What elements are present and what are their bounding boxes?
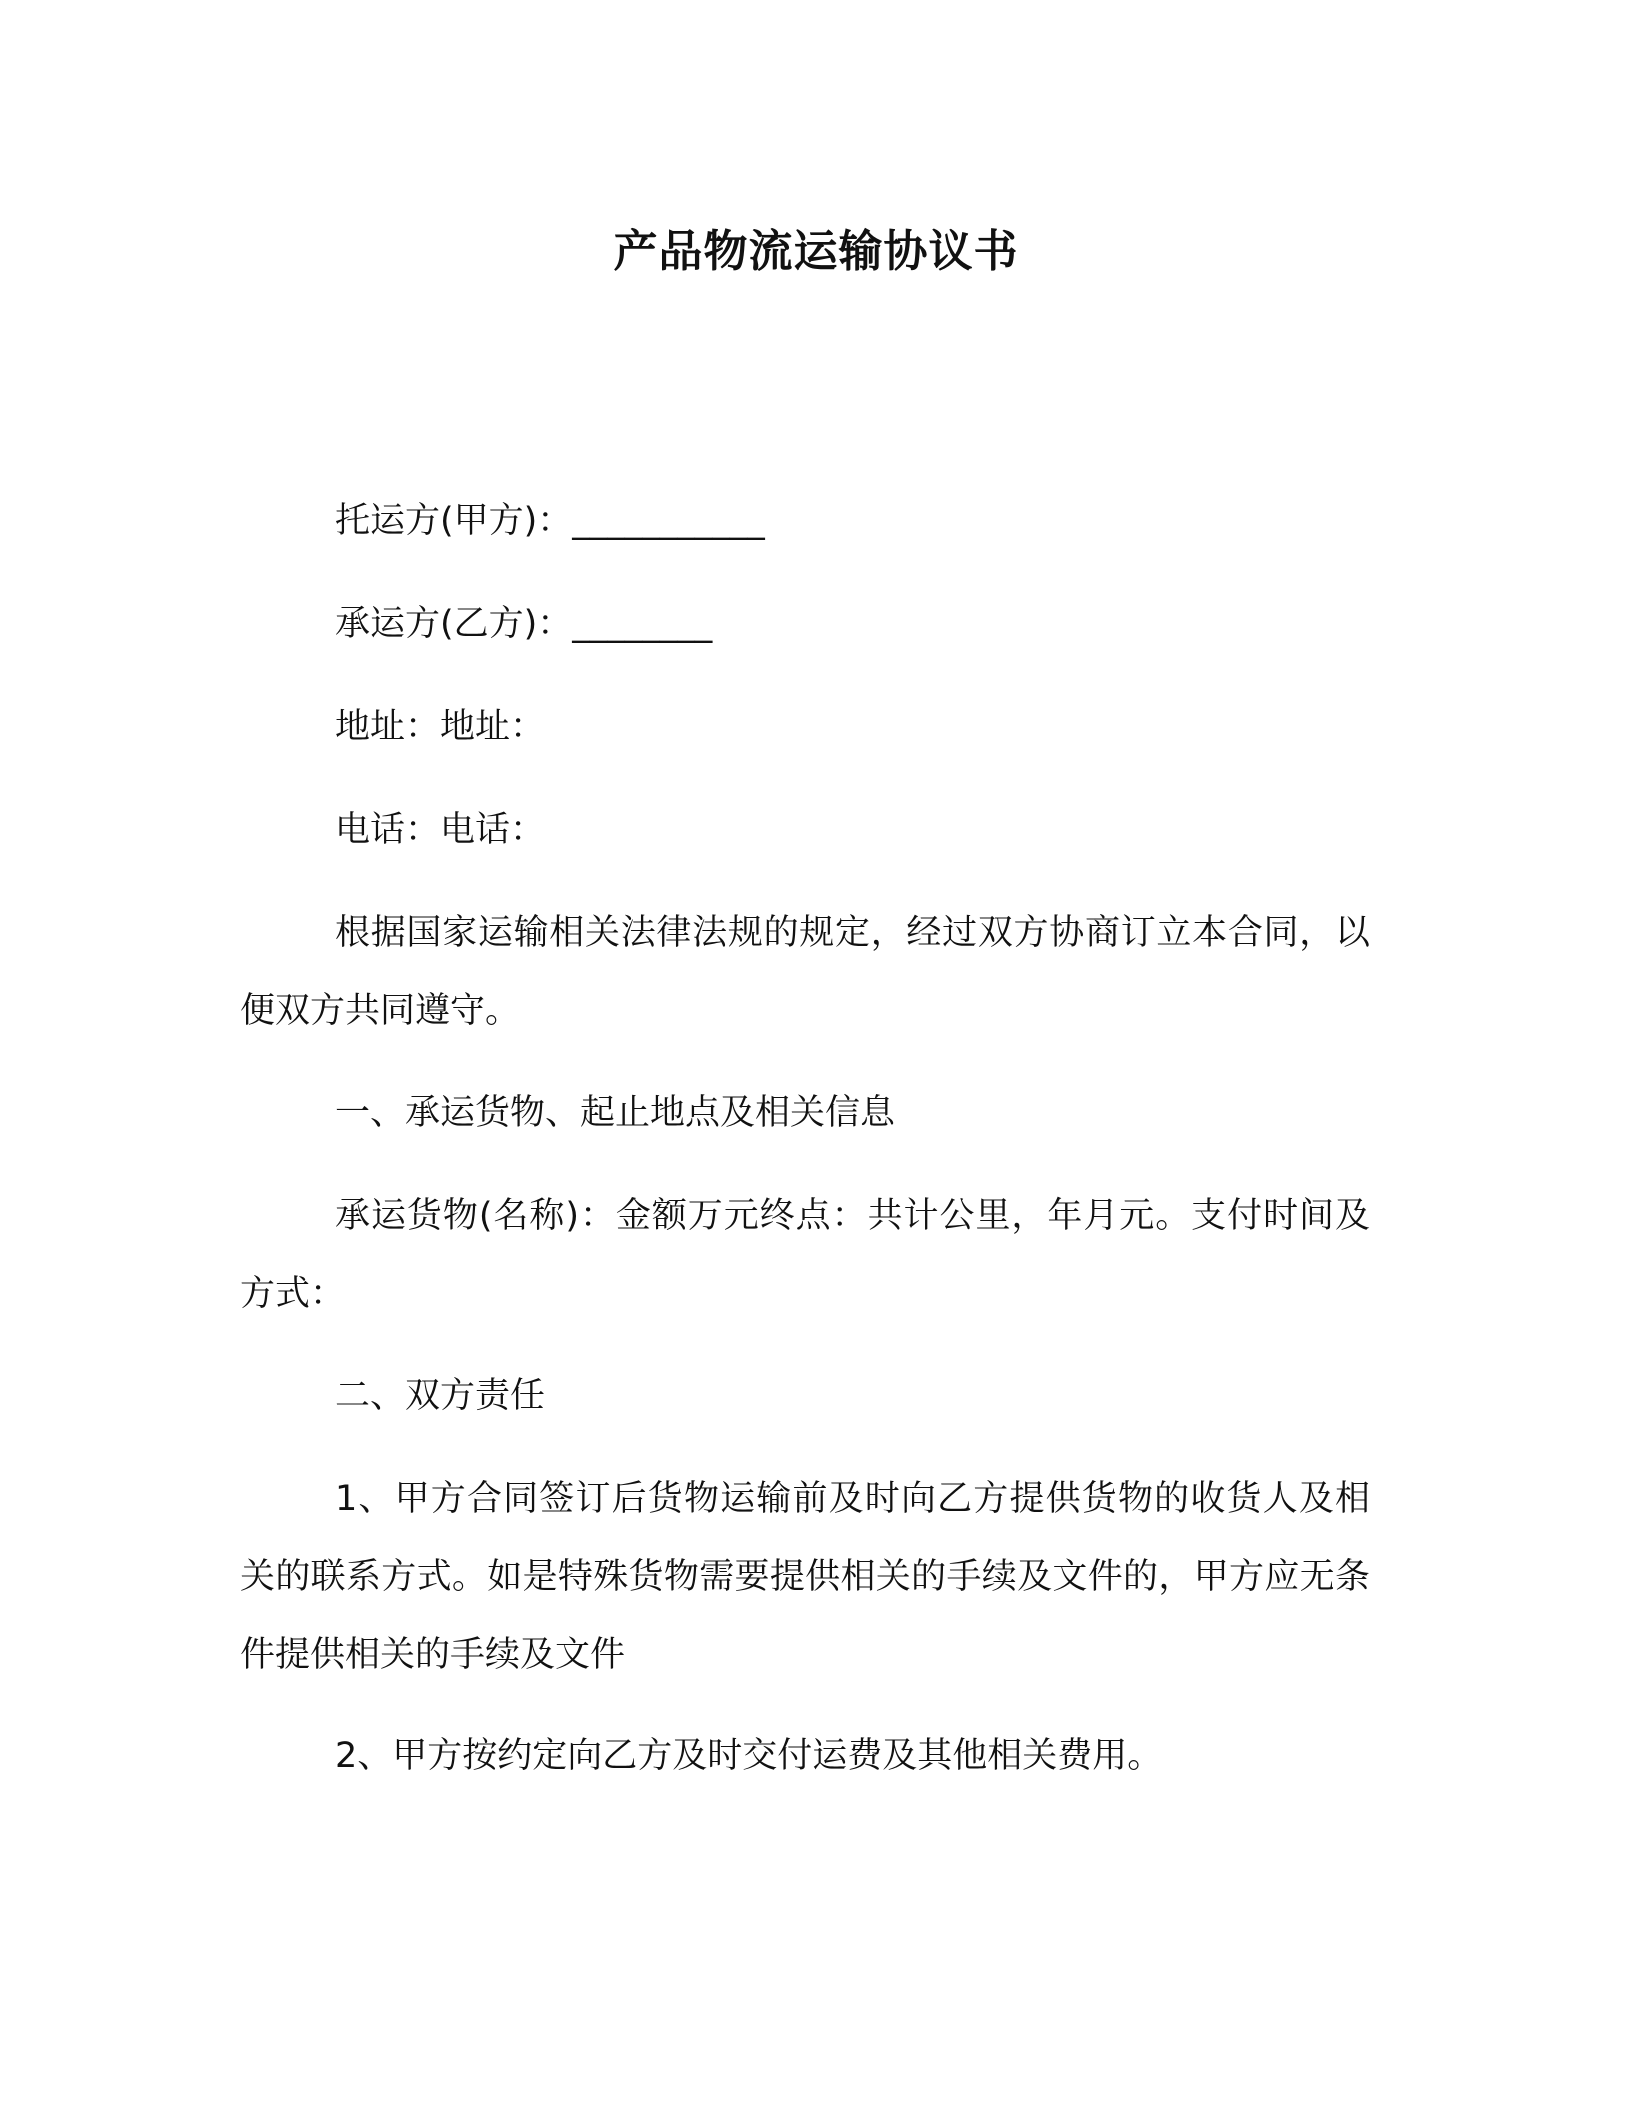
document-title: 产品物流运输协议书 [613,226,1019,277]
carrier-field: 承运方(乙方)：________ [335,604,713,644]
section1-body: 承运货物(名称)：金额万元终点：共计公里，年月元。支付时间及方式： [240,1196,1370,1314]
shipper-field: 托运方(甲方)：___________ [335,501,765,541]
phone-field: 电话：电话： [335,810,546,850]
section2-item1: 1、甲方合同签订后货物运输前及时向乙方提供货物的收货人及相关的联系方式。如是特殊货物需要提供相关的手续及文件的，甲方应无条件提供相关的手续及文件 [240,1479,1370,1675]
preamble-paragraph: 根据国家运输相关法律法规的规定，经过双方协商订立本合同，以便双方共同遵守。 [240,913,1370,1031]
section2-heading: 二、双方责任 [335,1376,546,1416]
section2-item2: 2、甲方按约定向乙方及时交付运费及其他相关费用。 [335,1736,1163,1776]
address-field: 地址：地址： [335,707,546,747]
section1-heading: 一、承运货物、起止地点及相关信息 [335,1093,896,1133]
